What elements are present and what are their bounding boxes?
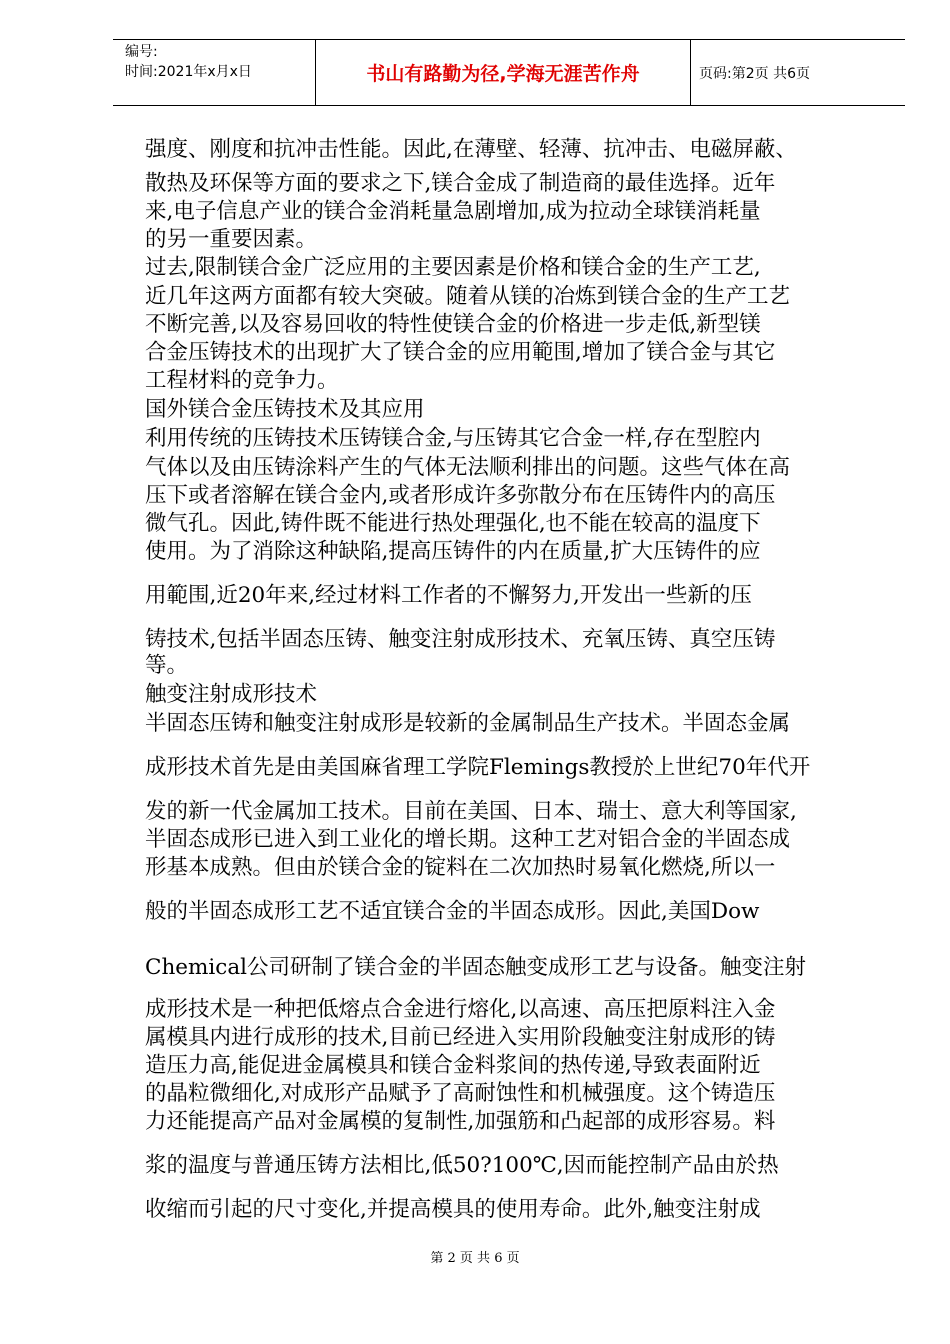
text-line: 用範围,近20年来,经过材料工作者的不懈努力,开发出一些新的压 [145, 583, 752, 608]
text-line: 力还能提高产品对金属模的复制性,加强筋和凸起部的成形容易。料 [145, 1109, 776, 1134]
text-line: 近几年这两方面都有较大突破。随着从镁的冶炼到镁合金的生产工艺 [145, 284, 791, 309]
text-line: 成形技术首先是由美国麻省理工学院Flemings教授於上世纪70年代开 [145, 755, 811, 780]
text-line: 强度、刚度和抗冲击性能。因此,在薄壁、轻薄、抗冲击、电磁屏蔽、 [145, 137, 797, 162]
header-page-number: 页码:第2页 共6页 [699, 65, 810, 82]
text-line: 气体以及由压铸涂料产生的气体无法顺利排出的问题。这些气体在高 [145, 455, 791, 480]
header-info-cell [113, 40, 316, 105]
text-line: 发的新一代金属加工技术。目前在美国、日本、瑞士、意大利等国家, [145, 799, 797, 824]
text-line: 来,电子信息产业的镁合金消耗量急剧增加,成为拉动全球镁消耗量 [145, 199, 761, 224]
header-time: 时间:2021年x月x日 [125, 64, 252, 80]
section-heading: 触变注射成形技术 [145, 682, 318, 707]
text-line: 过去,限制镁合金广泛应用的主要因素是价格和镁合金的生产工艺, [145, 255, 761, 280]
text-line: 半固态压铸和触变注射成形是较新的金属制品生产技术。半固态金属 [145, 711, 791, 736]
text-line: 铸技术,包括半固态压铸、触变注射成形技术、充氧压铸、真空压铸 [145, 627, 776, 652]
page-header [113, 39, 905, 106]
text-line: 工程材料的竞争力。 [145, 368, 339, 393]
text-line: 收缩而引起的尺寸变化,并提高模具的使用寿命。此外,触变注射成 [145, 1197, 761, 1222]
header-number: 编号: [125, 44, 158, 60]
text-line: 浆的温度与普通压铸方法相比,低50?100℃,因而能控制产品由於热 [145, 1153, 779, 1178]
page-footer: 第 2 页 共 6 页 [430, 1251, 520, 1266]
text-line: 成形技术是一种把低熔点合金进行熔化,以高速、高压把原料注入金 [145, 997, 776, 1022]
text-line: 造压力高,能促进金属模具和镁合金料浆间的热传递,导致表面附近 [145, 1053, 761, 1078]
text-line: 压下或者溶解在镁合金内,或者形成许多弥散分布在压铸件内的高压 [145, 483, 776, 508]
text-line: 般的半固态成形工艺不适宜镁合金的半固态成形。因此,美国Dow [145, 899, 760, 924]
text-line: 利用传统的压铸技术压铸镁合金,与压铸其它合金一样,存在型腔内 [145, 426, 761, 451]
text-line: 的晶粒微细化,对成形产品赋予了高耐蚀性和机械强度。这个铸造压 [145, 1081, 776, 1106]
text-line: 散热及环保等方面的要求之下,镁合金成了制造商的最佳选择。近年 [145, 171, 776, 196]
text-line: 不断完善,以及容易回收的特性使镁合金的价格进一步走低,新型镁 [145, 312, 761, 337]
header-motto: 书山有路勤为径,学海无涯苦作舟 [316, 40, 691, 105]
text-line: 微气孔。因此,铸件既不能进行热处理强化,也不能在较高的温度下 [145, 511, 761, 536]
text-line: 半固态成形已进入到工业化的增长期。这种工艺对铝合金的半固态成 [145, 827, 791, 852]
text-line: 合金压铸技术的出现扩大了镁合金的应用範围,增加了镁合金与其它 [145, 340, 776, 365]
text-line: 形基本成熟。但由於镁合金的锭料在二次加热时易氧化燃烧,所以一 [145, 855, 776, 880]
text-line: 使用。为了消除这种缺陷,提高压铸件的内在质量,扩大压铸件的应 [145, 539, 761, 564]
section-heading: 国外镁合金压铸技术及其应用 [145, 397, 425, 422]
text-line: 等。 [145, 653, 189, 678]
text-line: Chemical公司研制了镁合金的半固态触变成形工艺与设备。触变注射 [145, 955, 807, 980]
text-line: 属模具内进行成形的技术,目前已经进入实用阶段触变注射成形的铸 [145, 1025, 776, 1050]
text-line: 的另一重要因素。 [145, 227, 318, 252]
